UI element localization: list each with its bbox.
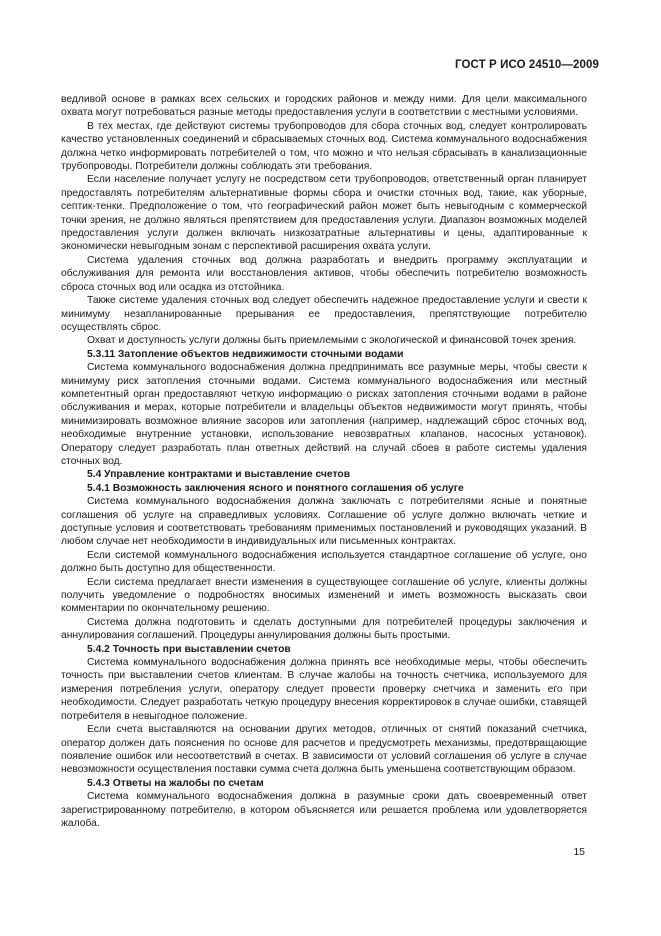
paragraph: Охват и доступность услуги должны быть приемлемыми с экологической и финансовой точек зрения. <box>87 335 577 347</box>
paragraph: ведливой основе в рамках всех сельских и городских районов и между ними. Для цели максимального охвата могут потребоваться разные методы предоставления услуги в соответствии с местными условиями. <box>61 94 587 119</box>
paragraph: Если счета выставляются на основании других методов, отличных от снятий показаний счетчика, оператор должен дать пояснения по основе для расчетов и предусмотреть механизмы, предотвращающие появление ошибок или несоответствий в счетах. В зависимости от условий соглашения об услуге в случае невозможности осуществления поставки сумма счета должна быть уменьшена соответствующим образом. <box>61 724 587 776</box>
paragraph: Если население получает услугу не посредством сети трубопроводов, ответственный орган планирует предоставлять потребителям альтернативные формы сбора и очистки сточных вод, такие, как уборные, септик-тенки. Предположение о том, что географический район может быть невыгодным с коммерческой точки зрения, не должно являться препятствием для предоставления услуги. Диапазон возможных моделей предоставления услуги должен включать низкозатратные альтернативы и цены, адаптированные к экономически невыгодным зонам с перспективой расширения охвата услуги. <box>61 174 587 253</box>
section-heading-5-4-3: 5.4.3 Ответы на жалобы по счетам <box>87 777 264 789</box>
section-heading-5-4-1: 5.4.1 Возможность заключения ясного и понятного соглашения об услуге <box>87 482 464 494</box>
section-heading-5-4: 5.4 Управление контрактами и выставление счетов <box>87 469 351 481</box>
paragraph: Также системе удаления сточных вод следует обеспечить надежное предоставление услуги и свести к минимуму незапланированные прерывания ее предоставления, препятствующие потребителю осуществлять сброс. <box>61 295 587 333</box>
paragraph: Система удаления сточных вод должна разработать и внедрить программу эксплуатации и обслуживания для ремонта или восстановления активов, чтобы обеспечить потребителю возможность сброса сточных вод или осадка из отстойника. <box>61 254 587 293</box>
paragraph: Система коммунального водоснабжения должна принять все необходимые меры, чтобы обеспечить точность при выставлении счетов клиентам. В случае жалобы на точность счетчика, используемого для измерения потребления услуги, оператору следует провести проверку счетчика и заменить его при необходимости. Следует разработать четкую процедуру внесения корректировок в случае ошибки, ставящей потребителя в невыгодное положение. <box>61 657 587 722</box>
paragraph: Система коммунального водоснабжения должна заключать с потребителями ясные и понятные соглашения об услуге на справедливых условиях. Соглашение об услуге должно включать четкие и доступные условия и соответствовать требованиям применимых постановлений и руководящих указаний. В любом случае нет необходимости в индивидуальных или письменных контрактах. <box>61 496 587 548</box>
paragraph: Система коммунального водоснабжения должна в разумные сроки дать своевременный ответ зарегистрированному потребителю, в котором объясняется или решается проблема или удовлетворяется жалоба. <box>61 791 587 829</box>
document-code-header: ГОСТ Р ИСО 24510—2009 <box>454 59 599 71</box>
document-body <box>61 93 587 830</box>
page-number: 15 <box>573 846 585 858</box>
paragraph: В тех местах, где действуют системы трубопроводов для сбора сточных вод, следует контролировать качество установленных соединений и сбрасываемых сточных вод. Система коммунального водоснабжения должна четко информировать потребителей о том, что можно и что нельзя сбрасывать в канализационные трубопроводы. Потребители должны соблюдать эти требования. <box>61 120 587 173</box>
paragraph: Система должна подготовить и сделать доступными для потребителей процедуры заключения и аннулирования соглашений. Процедуры аннулирования должны быть простыми. <box>61 616 587 642</box>
section-heading-5-4-2: 5.4.2 Точность при выставлении счетов <box>87 643 291 655</box>
paragraph: Если система предлагает внести изменения в существующее соглашение об услуге, клиенты должны получить уведомление о подробностях вносимых изменений и иметь возможность высказать свои комментарии по окончательному решению. <box>61 576 587 615</box>
paragraph: Система коммунального водоснабжения должна предпринимать все разумные меры, чтобы свести к минимуму риск затопления сточными водами. Система коммунального водоснабжения или местный компетентный орган предоставляют четкую информацию о рисках затопления сточными водами в районе обслуживания и мерах, которые потребители и владельцы объектов недвижимости могут принять, чтобы минимизировать возможное влияние засоров или затопления (например, надлежащий сброс сточных вод, необходимые внутренние установки, использование невозвратных клапанов, насосных установок). Оператору следует разработать план ответных действий на случай сбоев в работе системы удаления сточных вод. <box>61 362 587 467</box>
paragraph: Если системой коммунального водоснабжения используется стандартное соглашение об услуге, оно должно быть доступно для общественности. <box>61 549 587 575</box>
section-heading-5-3-11: 5.3.11 Затопление объектов недвижимости сточными водами <box>87 348 404 360</box>
